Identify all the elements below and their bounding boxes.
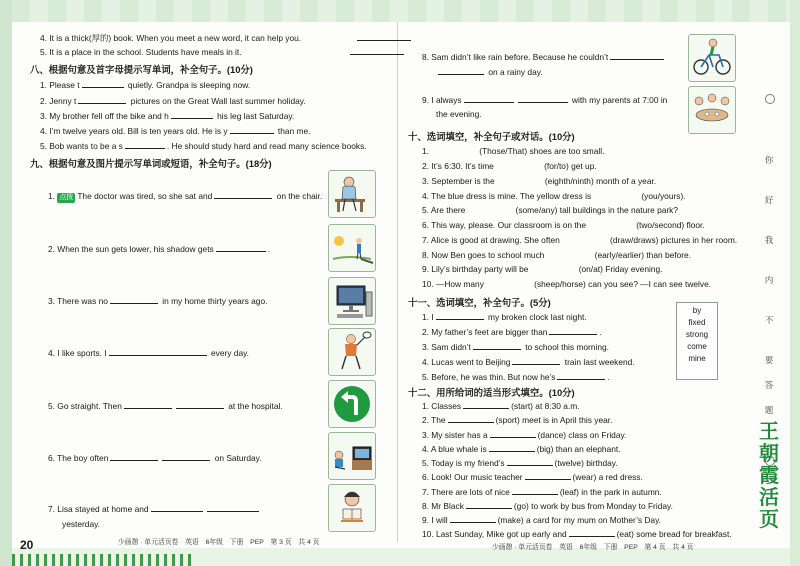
sec10-item-3: 3. September is the (eighth/ninth) month of a year. xyxy=(422,176,657,186)
sec9-item-3: 3. There was no in my home thirty years ago. xyxy=(48,296,268,306)
sec12-item-8: 8. Mr Black (go) to work by bus from Monday to Friday. xyxy=(422,501,673,511)
word-box-item: fixed xyxy=(688,318,706,327)
turn-left-sign-image xyxy=(328,380,376,428)
right-footer: 少画憩 · 单元活页卷 英语 6年级 下册 PEP 第 4 页 共 4 页 xyxy=(492,544,694,551)
sec10-item-5: 5. Are there (some/any) tall buildings in the nature park? xyxy=(422,205,679,215)
girl-reading-image xyxy=(328,484,376,532)
sec8-item-2: 2. Jenny t pictures on the Great Wall last summer holiday. xyxy=(40,96,306,106)
sec10-item-2: 2. It’s 6:30. It’s time (for/to) get up. xyxy=(422,161,597,171)
brand-char: 活 xyxy=(759,485,779,509)
bottom-stripes xyxy=(12,554,192,566)
column-divider xyxy=(397,22,398,542)
right-item-8-cont: on a rainy day. xyxy=(436,66,543,77)
left-footer: 少画憩 · 单元活页卷 英语 6年级 下册 PEP 第 3 页 共 4 页 xyxy=(118,539,320,546)
brand-char: 王 xyxy=(759,419,779,443)
left-item-5: 5. It is a place in the school. Students have meals in it. xyxy=(40,46,406,57)
sec10-item-10: 10. —How many (sheep/horse) can you see? —I can see twelve. xyxy=(422,279,712,289)
sec9-item-1: 1. 点拨 The doctor was tired, so she sat and on the chair. xyxy=(48,191,323,201)
sec9-item-5: 5. Go straight. Then at the hospital. xyxy=(48,401,283,411)
left-item-4: 4. It is a thick(厚的) book. When you meet a new word, it can help you. xyxy=(40,32,413,43)
sec12-item-1: 1. Classes (start) at 8:30 a.m. xyxy=(422,401,580,411)
sec9-item-7-cont: yesterday. xyxy=(62,519,101,529)
side-char: 我 xyxy=(764,236,774,246)
side-char: 答 xyxy=(764,381,774,391)
top-band xyxy=(12,0,790,22)
sec12-item-6: 6. Look! Our music teacher (wear) a red dress. xyxy=(422,472,643,482)
side-char: 你 xyxy=(764,156,774,166)
sec8-item-3: 3. My brother fell off the bike and h his leg last Saturday. xyxy=(40,111,295,121)
brand-char: 页 xyxy=(759,507,779,531)
word-box-item: come xyxy=(687,342,707,351)
brand-char: 霞 xyxy=(759,463,779,487)
sec9-item-2: 2. When the sun gets lower, his shadow gets . xyxy=(48,244,271,254)
section-11-title: 十一、选词填空，补全句子。(5分) xyxy=(408,297,551,308)
section-9-title: 九、根据句意及图片提示写单词或短语，补全句子。(18分) xyxy=(30,158,272,169)
sec10-item-8: 8. Now Ben goes to school much (early/earlier) than before. xyxy=(422,250,692,260)
boy-bike-image xyxy=(688,34,736,82)
sec9-item-7: 7. Lisa stayed at home and xyxy=(48,503,261,514)
right-edge xyxy=(790,0,800,566)
sec11-item-1: 1. I my broken clock last night. xyxy=(422,312,587,322)
tired-woman-image xyxy=(328,170,376,218)
sec10-item-4: 4. The blue dress is mine. The yellow dress is (you/yours). xyxy=(422,191,686,201)
section-10-title: 十、选词填空，补全句子或对话。(10分) xyxy=(408,131,575,142)
badminton-girl-image xyxy=(328,328,376,376)
sec11-item-3: 3. Sam didn’t to school this morning. xyxy=(422,342,610,352)
sec11-item-5: 5. Before, he was thin. But now he’s . xyxy=(422,372,610,382)
sec12-item-5: 5. Today is my friend’s (twelve) birthday. xyxy=(422,458,618,468)
sec8-item-4: 4. I’m twelve years old. Bill is ten years old. He is y than me. xyxy=(40,126,311,136)
word-box-item: mine xyxy=(688,354,706,363)
section-12-title: 十二、用所给词的适当形式填空。(10分) xyxy=(408,387,575,398)
right-item-9: 9. I always with my parents at 7:00 in xyxy=(422,95,668,105)
word-box-item: by xyxy=(692,306,702,315)
sec12-item-10: 10. Last Sunday, Mike got up early and (eat) some bread for breakfast. xyxy=(422,529,732,539)
sec12-item-3: 3. My sister has a (dance) class on Friday. xyxy=(422,430,627,440)
sec10-item-7: 7. Alice is good at drawing. She often (draw/draws) pictures in her room. xyxy=(422,235,738,245)
sec8-item-1: 1. Please t quietly. Grandpa is sleeping now. xyxy=(40,80,251,90)
side-notice xyxy=(762,84,776,464)
page-number: 20 xyxy=(20,538,34,552)
side-char: 内 xyxy=(764,276,774,286)
sec8-item-5: 5. Bob wants to be a s . He should study hard and read many science books. xyxy=(40,141,367,151)
sec9-item-6: 6. The boy often on Saturday. xyxy=(48,453,262,463)
side-char: 题 xyxy=(764,406,774,416)
side-char: 不 xyxy=(764,316,774,326)
sec12-item-4: 4. A blue whale is (big) than an elephant. xyxy=(422,444,621,454)
boy-tv-image xyxy=(328,432,376,480)
sec9-item-4: 4. I like sports. I every day. xyxy=(48,348,249,358)
right-item-8: 8. Sam didn’t like rain before. Because he couldn’t xyxy=(422,51,666,62)
family-dinner-image xyxy=(688,86,736,134)
sec12-item-9: 9. I will (make) a card for my mum on Mother’s Day. xyxy=(422,515,661,525)
left-edge xyxy=(0,0,12,566)
brand-char: 朝 xyxy=(759,441,779,465)
sec10-item-6: 6. This way, please. Our classroom is on the (two/second) floor. xyxy=(422,220,705,230)
sec11-item-2: 2. My father’s feet are bigger than . xyxy=(422,327,602,337)
section-8-title: 八、根据句意及首字母提示写单词，补全句子。(10分) xyxy=(30,64,253,75)
side-char: 好 xyxy=(764,196,774,206)
sec10-item-9: 9. Lily’s birthday party will be (on/at) Friday evening. xyxy=(422,264,663,274)
word-box xyxy=(676,302,718,380)
sec10-item-1: 1. (Those/That) shoes are too small. xyxy=(422,146,605,156)
computer-image xyxy=(328,277,376,325)
sun-shadow-image xyxy=(328,224,376,272)
sec12-item-7: 7. There are lots of nice (leaf) in the park in autumn. xyxy=(422,487,662,497)
side-char: 要 xyxy=(764,356,774,366)
right-item-9-cont: the evening. xyxy=(436,109,482,119)
hint-tag: 点拨 xyxy=(59,194,74,201)
word-box-item: strong xyxy=(685,330,709,339)
sec11-item-4: 4. Lucas went to Beijing train last weekend. xyxy=(422,357,635,367)
sec12-item-2: 2. The (sport) meet is in April this year. xyxy=(422,415,613,425)
brand-logo xyxy=(756,420,782,530)
